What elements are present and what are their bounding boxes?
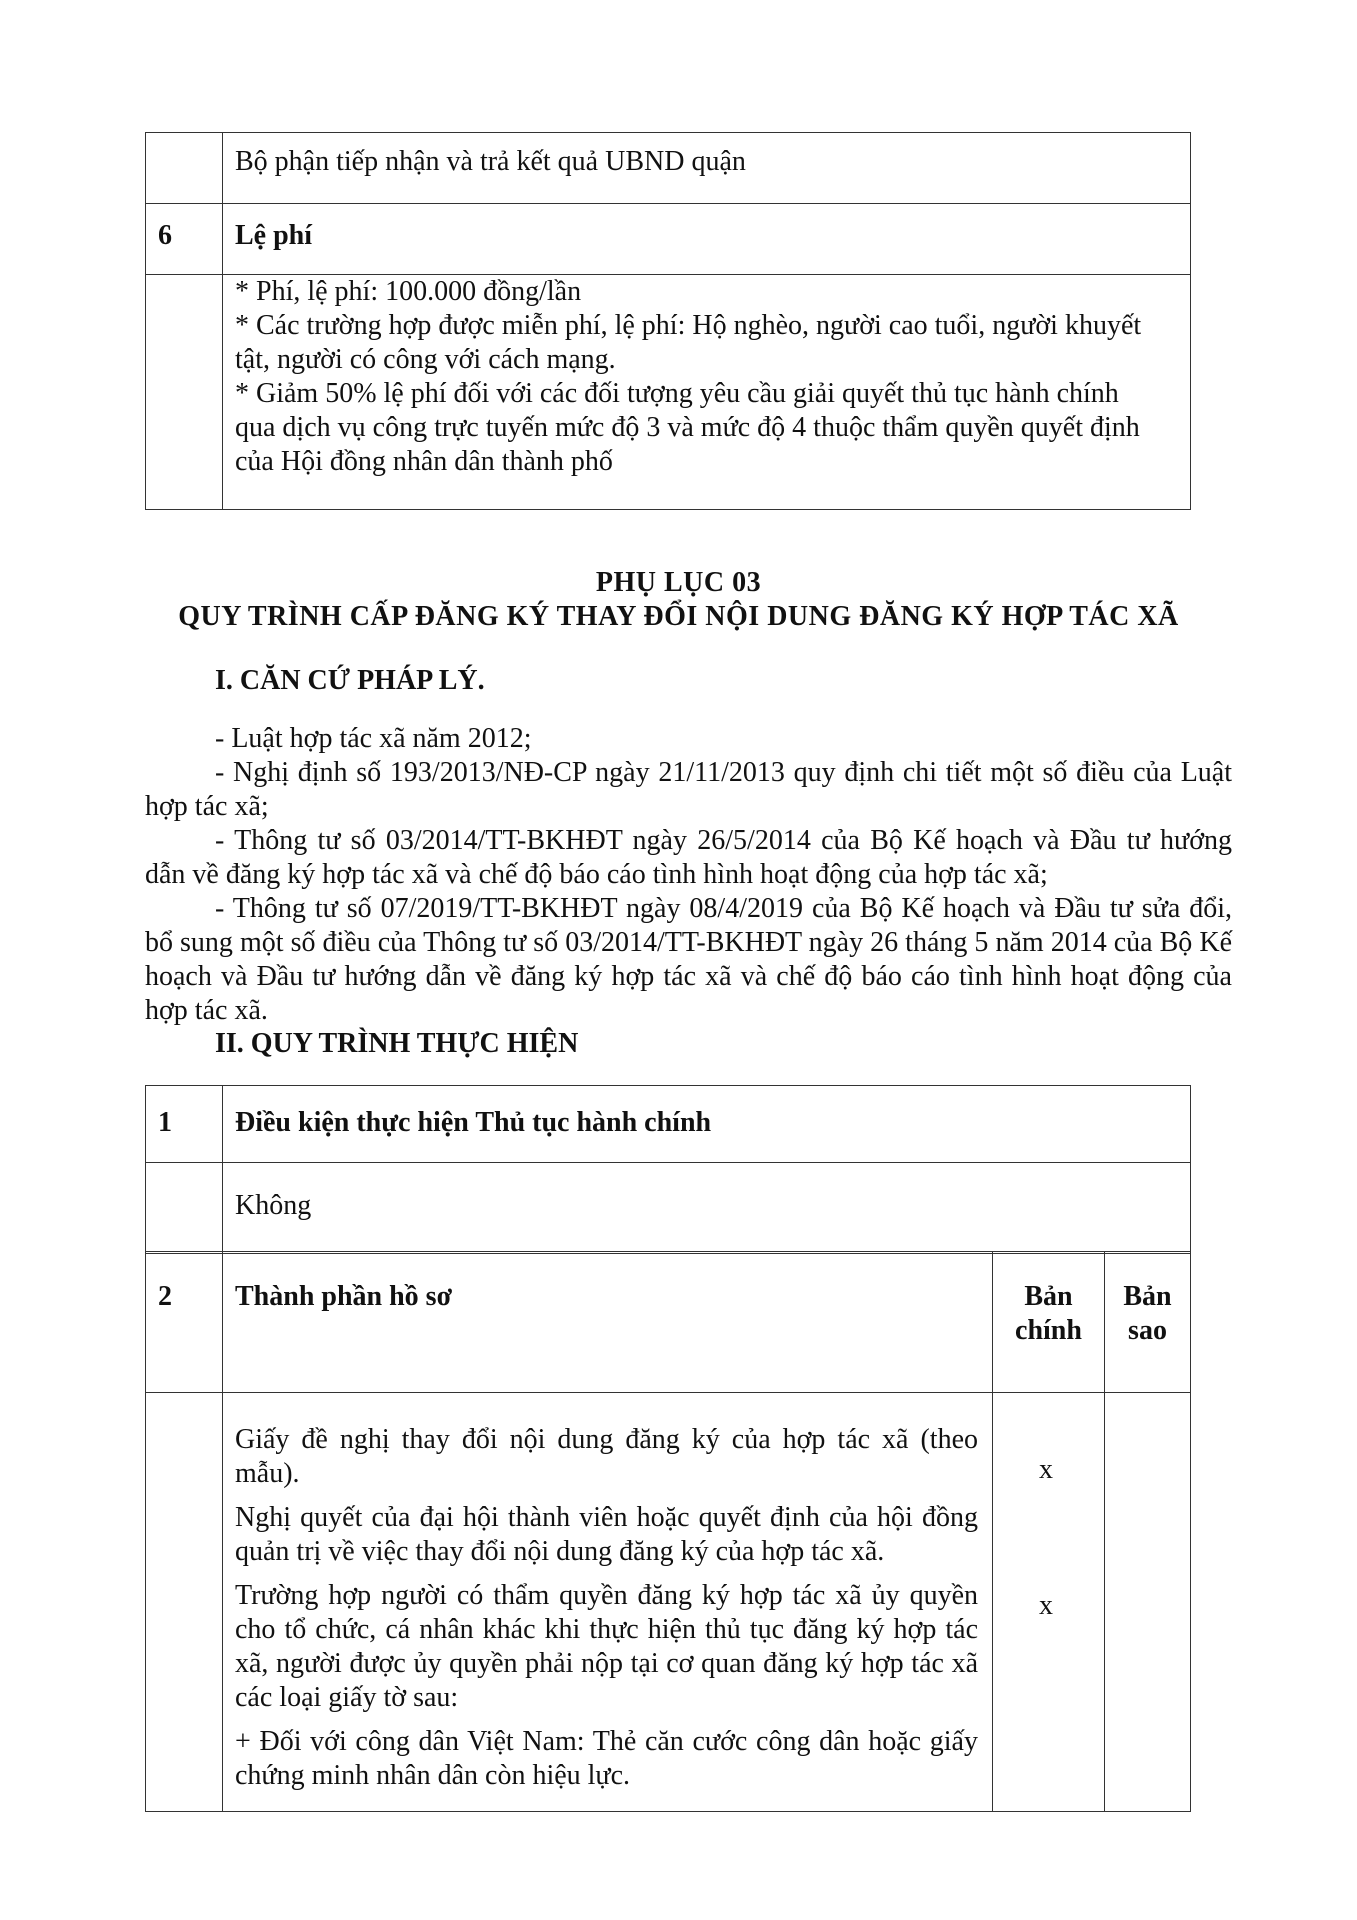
fee-line: qua dịch vụ công trực tuyến mức độ 3 và mức độ 4 thuộc thẩm quyền quyết định: [235, 412, 1140, 443]
conditions-heading: Điều kiện thực hiện Thủ tục hành chính: [235, 1107, 712, 1138]
table-row: [146, 1163, 1191, 1254]
legal-basis-item: - Thông tư số 07/2019/TT-BKHĐT ngày 08/4/2019 của Bộ Kế hoạch và Đầu tư sửa đổi, bổ sung một số điều của Thông tư số 03/2014/TT-BKHĐT ngày 26 tháng 5 năm 2014 của Bộ Kế hoạch và Đầu tư hướng dẫn về đăng ký hợp tác xã và chế độ báo cáo tình hình hoạt động của hợp tác xã.: [145, 893, 1232, 1026]
row-number: 6: [158, 220, 172, 251]
documents-list: [223, 1393, 992, 1793]
table-row: [146, 133, 1191, 204]
table-cell-empty: [146, 1163, 223, 1254]
fee-line: * Giảm 50% lệ phí đối với các đối tượng yêu cầu giải quyết thủ tục hành chính: [235, 378, 1119, 409]
fee-line: * Các trường hợp được miễn phí, lệ phí: Hộ nghèo, người cao tuổi, người khuyết: [235, 310, 1142, 341]
table-cell-empty: [146, 275, 223, 510]
fee-line: tật, người có công với cách mạng.: [235, 344, 616, 375]
table-row: [146, 1252, 1191, 1393]
document-item: + Đối với công dân Việt Nam: Thẻ căn cước công dân hoặc giấy chứng minh nhân dân còn hiệu lực.: [235, 1726, 978, 1791]
column-header-original: Bản chính: [993, 1252, 1105, 1393]
conditions-value: Không: [235, 1190, 312, 1221]
document-item: Giấy đề nghị thay đổi nội dung đăng ký của hợp tác xã (theo mẫu).: [235, 1424, 978, 1489]
documents-table: [145, 1251, 1191, 1812]
fee-line: của Hội đồng nhân dân thành phố: [235, 446, 613, 477]
copy-marks-cell: [1105, 1393, 1191, 1812]
appendix-subtitle: QUY TRÌNH CẤP ĐĂNG KÝ THAY ĐỔI NỘI DUNG ĐĂNG KÝ HỢP TÁC XÃ: [178, 601, 1179, 632]
legal-basis-item: - Luật hợp tác xã năm 2012;: [215, 723, 532, 754]
section-heading-procedure: II. QUY TRÌNH THỰC HIỆN: [215, 1028, 579, 1059]
original-mark: x: [1039, 1590, 1053, 1621]
fee-heading: Lệ phí: [235, 220, 313, 251]
fee-line: * Phí, lệ phí: 100.000 đồng/lần: [235, 276, 582, 307]
receiving-department-text: Bộ phận tiếp nhận và trả kết quả UBND quận: [235, 146, 746, 177]
section-heading-legal-basis: I. CĂN CỨ PHÁP LÝ.: [215, 665, 485, 696]
legal-basis-item: - Thông tư số 03/2014/TT-BKHĐT ngày 26/5/2014 của Bộ Kế hoạch và Đầu tư hướng dẫn về đăng ký hợp tác xã và chế độ báo cáo tình hình hoạt động của hợp tác xã;: [145, 825, 1232, 890]
original-marks-cell: [993, 1393, 1105, 1812]
document-item: Nghị quyết của đại hội thành viên hoặc quyết định của hội đồng quản trị về việc thay đổi nội dung đăng ký của hợp tác xã.: [235, 1502, 978, 1567]
table-row: [146, 1086, 1191, 1163]
table-row: [146, 204, 1191, 275]
table-row: [146, 1393, 1191, 1812]
row-number: 1: [158, 1107, 172, 1138]
legal-basis-item: - Nghị định số 193/2013/NĐ-CP ngày 21/11/2013 quy định chi tiết một số điều của Luật hợp tác xã;: [145, 757, 1232, 822]
fee-details: [223, 275, 1190, 479]
column-header-copy: Bản sao: [1105, 1252, 1191, 1393]
conditions-table: [145, 1085, 1191, 1254]
documents-heading: Thành phần hồ sơ: [235, 1281, 453, 1312]
table-row: [146, 275, 1191, 510]
table-cell-empty: [146, 1393, 223, 1812]
appendix-title: PHỤ LỤC 03: [595, 567, 762, 598]
row-number: 2: [158, 1281, 172, 1312]
table-cell-empty: [146, 133, 223, 204]
document-item: Trường hợp người có thẩm quyền đăng ký hợp tác xã ủy quyền cho tổ chức, cá nhân khác khi thực hiện thủ tục đăng ký hợp tác xã, người được ủy quyền phải nộp tại cơ quan đăng ký hợp tác xã các loại giấy tờ sau:: [235, 1580, 978, 1713]
legal-basis-list: [145, 722, 1232, 1028]
original-mark: x: [1039, 1454, 1053, 1485]
fee-table: [145, 132, 1191, 510]
